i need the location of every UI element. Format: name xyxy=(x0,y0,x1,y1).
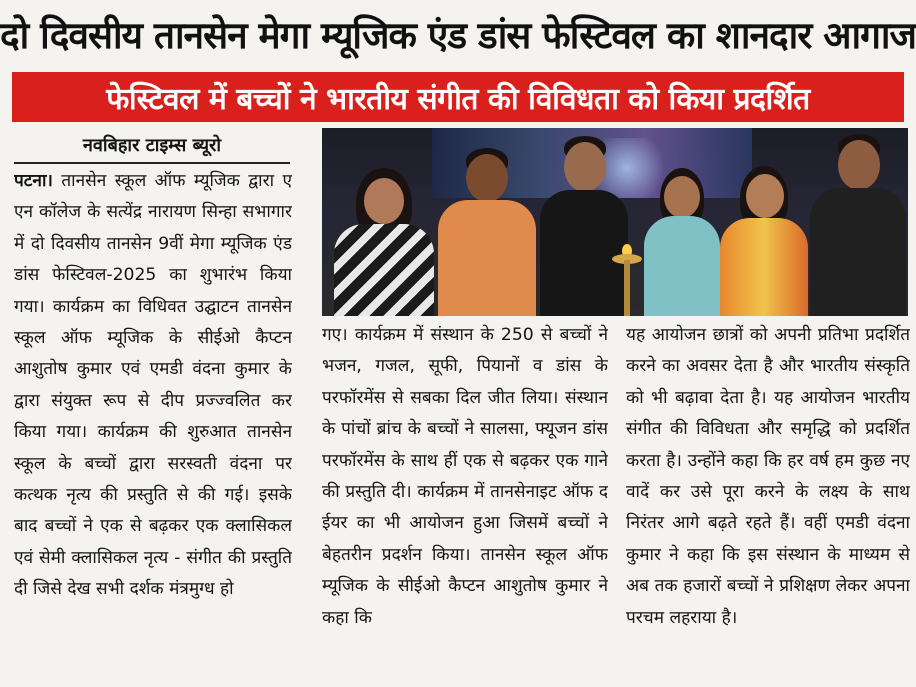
person-5 xyxy=(716,166,812,316)
person-6 xyxy=(808,134,908,316)
article-column-3 xyxy=(626,320,910,687)
person-1 xyxy=(328,168,438,316)
column-1-text: तानसेन स्कूल ऑफ म्यूजिक द्वारा ए एन कॉलेज के सत्येंद्र नारायण सिन्हा सभागार में दो दिवसीय तानसेन 9वीं मेगा म्यूजिक एंड डांस फेस्टिवल-2025 का शुभारंभ किया गया। कार्यक्रम का विधिवत उद्घाटन तानसेन स्कूल ऑफ म्यूजिक के सीईओ कैप्टन आशुतोष कुमार एवं एमडी वंदना कुमार के द्वारा संयुक्त रूप से दीप प्रज्ज्वलित कर किया गया। कार्यक्रम की शुरुआत तानसेन स्कूल के बच्चों द्वारा सरस्वती वंदना पर कत्थक नृत्य की प्रस्तुति से की गई। इसके बाद बच्चों ने एक से बढ़कर एक क्लासिकल एवं सेमी क्लासिकल नृत्य - संगीत की प्रस्तुति दी जिसे देख सभी दर्शक मंत्रमुग्ध हो xyxy=(14,171,292,600)
headline: दो दिवसीय तानसेन मेगा म्यूजिक एंड डांस फेस्टिवल का शानदार आगाज xyxy=(0,13,916,57)
column-3-text: यह आयोजन छात्रों को अपनी प्रतिभा प्रदर्शित करने का अवसर देता है और भारतीय संस्कृति को भी बढ़ावा देता है। यह आयोजन भारतीय संगीत की विविधता और समृद्धि को प्रदर्शित करता है। उन्होंने कहा कि हर वर्ष हम कुछ नए वादें कर उसे पूरा करने के लक्ष्य के साथ निरंतर आगे बढ़ते रहते हैं। वहीं एमडी वंदना कुमार ने कहा कि इस संस्थान के माध्यम से अब तक हजारों बच्चों ने प्रशिक्षण लेकर अपना परचम लहराया है। xyxy=(626,325,910,628)
article-column-2 xyxy=(322,320,608,687)
article-column-1 xyxy=(14,166,292,687)
person-4 xyxy=(640,168,724,316)
dateline: पटना। xyxy=(14,171,53,191)
event-photo xyxy=(322,128,908,316)
subheadline-banner: फेस्टिवल में बच्चों ने भारतीय संगीत की विविधता को किया प्रदर्शित xyxy=(12,72,904,122)
person-2 xyxy=(434,148,538,316)
byline: नवबिहार टाइम्स ब्यूरो xyxy=(14,132,290,164)
column-2-text: गए। कार्यक्रम में संस्थान के 250 से बच्चों ने भजन, गजल, सूफी, पियानों व डांस के परफॉरमेंस से सबका दिल जीत लिया। संस्थान के पांचों ब्रांच के बच्चों ने सालसा, फ्यूजन डांस परफॉरमेंस के साथ हीं एक से बढ़कर एक गाने की प्रस्तुति दी। कार्यक्रम में तानसेनाइट ऑफ द ईयर का भी आयोजन हुआ जिसमें बच्चों ने बेहतरीन प्रदर्शन किया। तानसेन स्कूल ऑफ म्यूजिक के सीईओ कैप्टन आशुतोष कुमार ने कहा कि xyxy=(322,325,608,628)
ceremonial-lamp xyxy=(610,250,644,316)
